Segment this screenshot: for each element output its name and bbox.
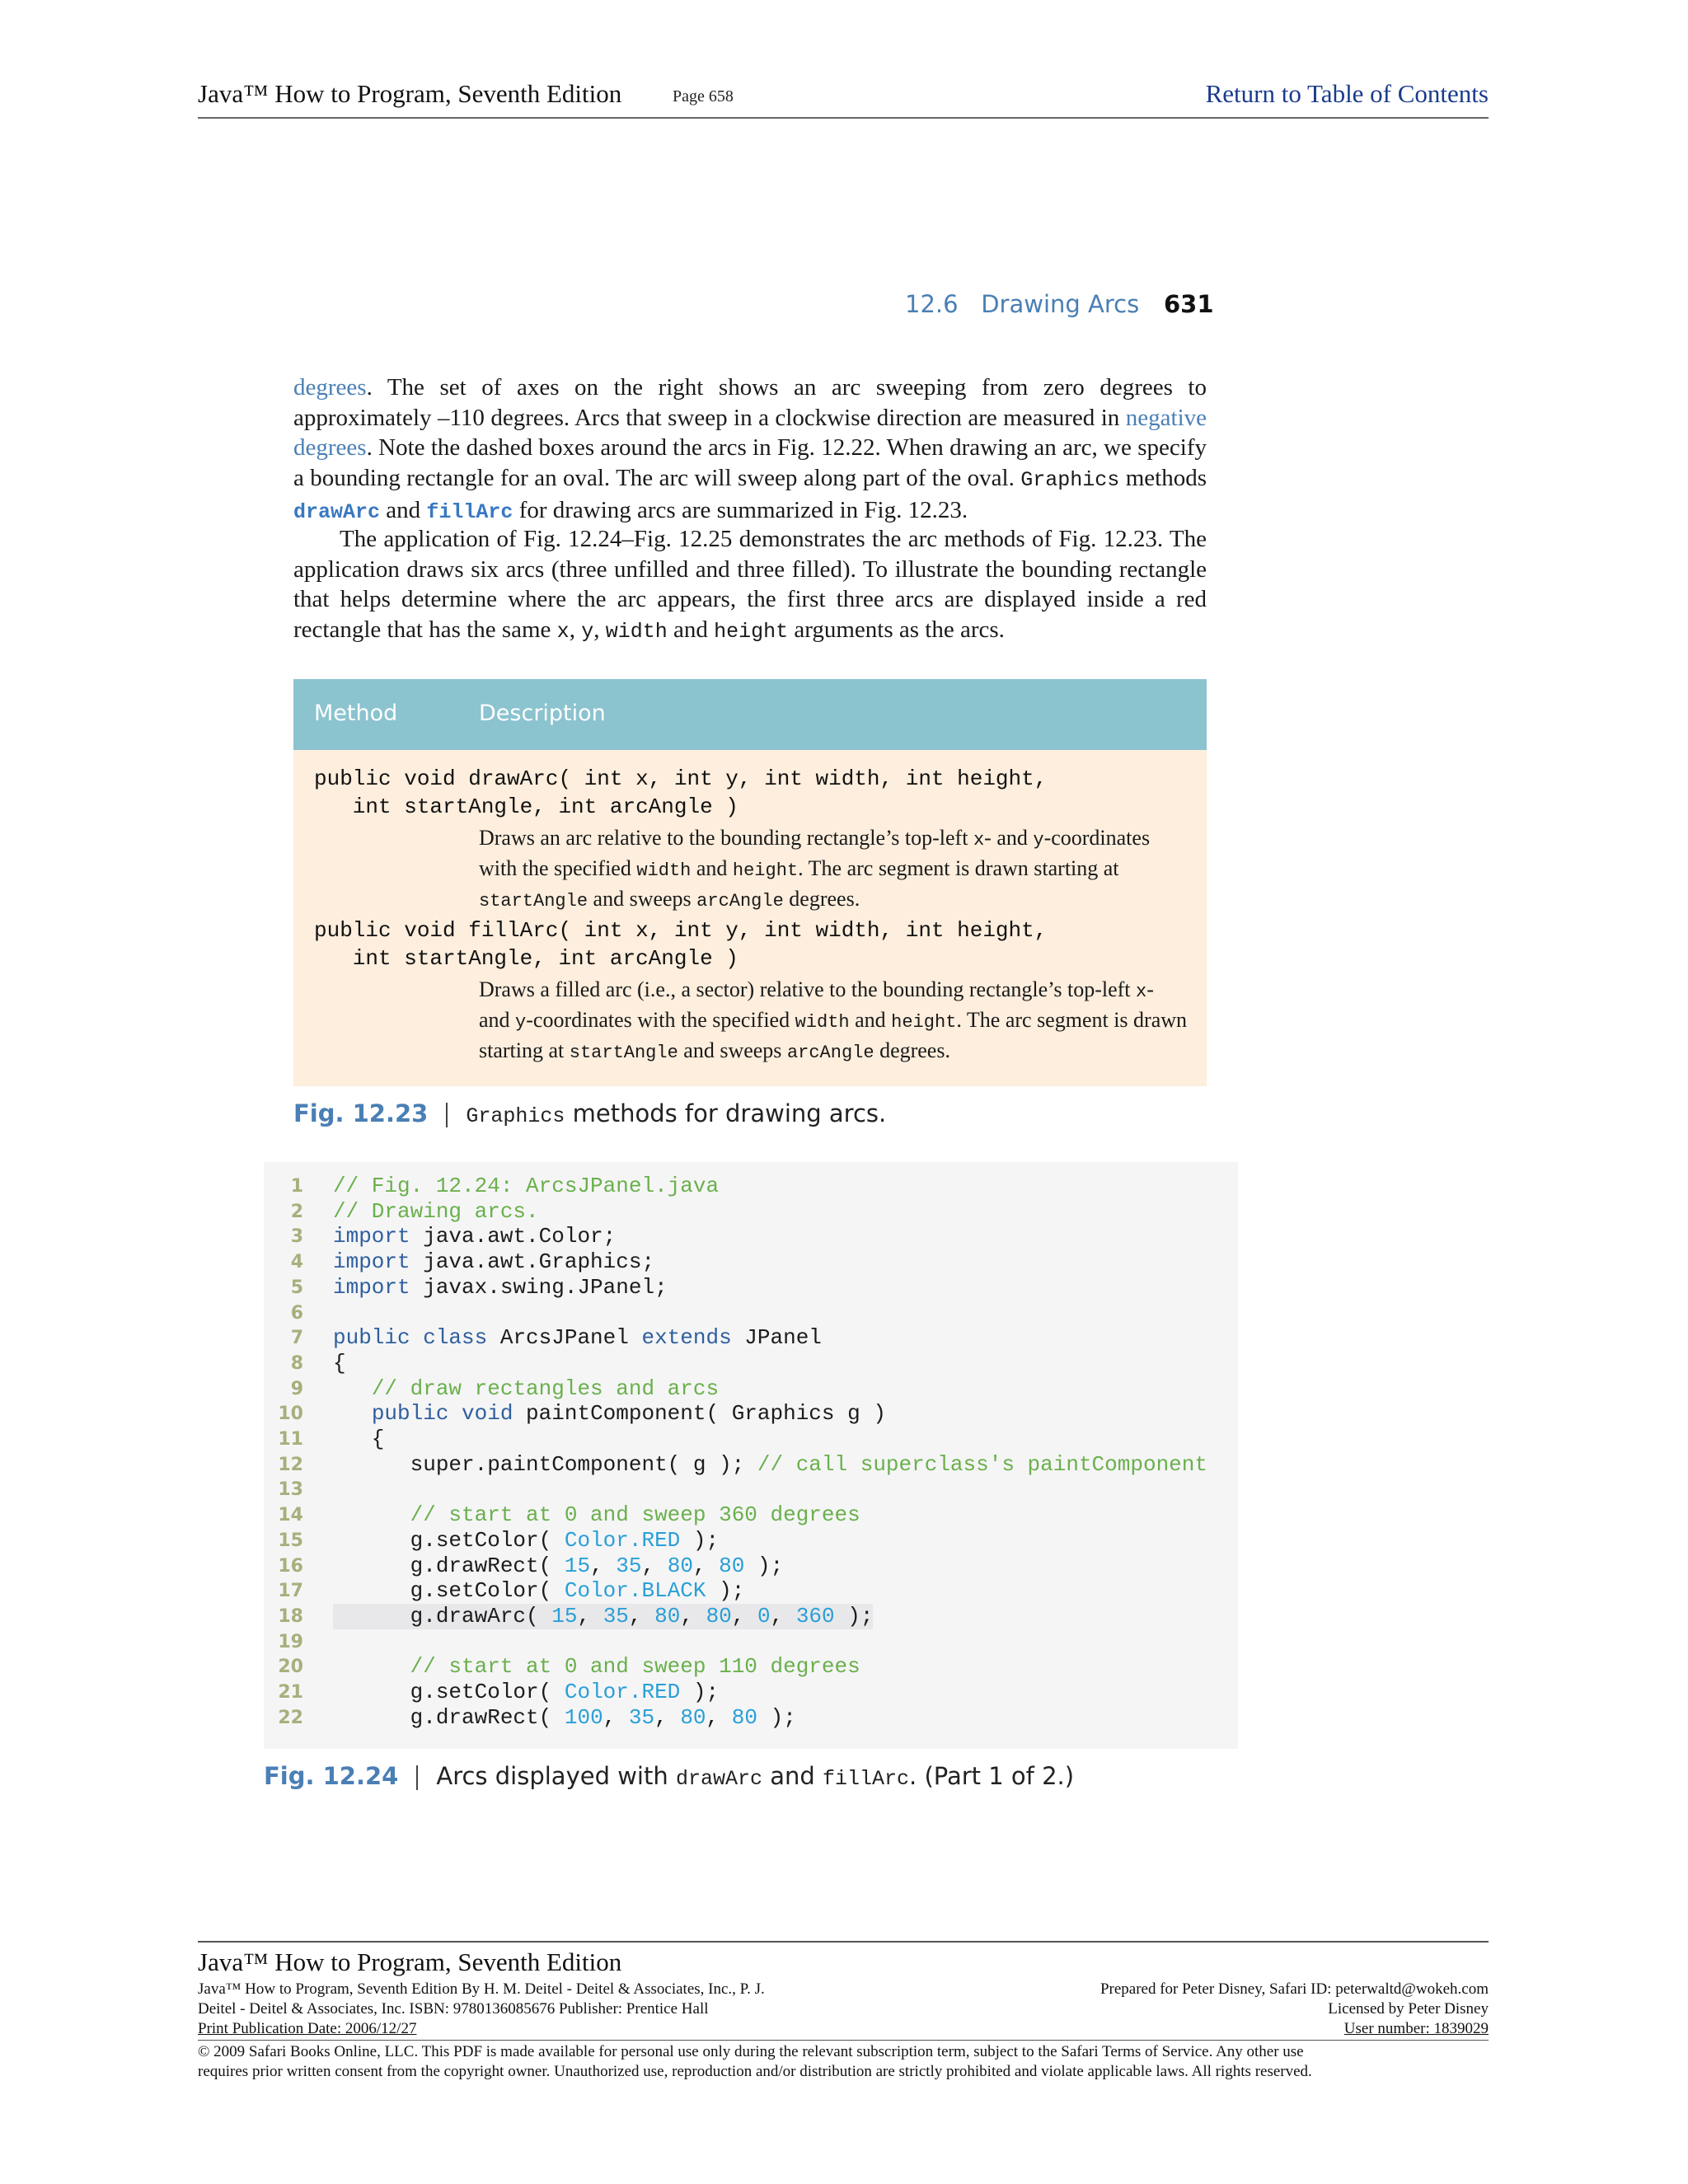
code-fillarc: fillArc	[426, 500, 513, 525]
code-token: 80	[731, 1704, 757, 1730]
text-run: and	[667, 616, 715, 643]
code-text	[333, 1174, 719, 1199]
code-token: );	[680, 1527, 720, 1553]
line-number: 7	[290, 1328, 303, 1349]
code-line	[264, 1401, 1238, 1427]
line-number: 22	[278, 1707, 303, 1728]
code-x: x	[973, 830, 985, 851]
line-number: 5	[290, 1277, 303, 1298]
body-paragraph-1	[293, 373, 1207, 528]
code-arcangle: arcAngle	[786, 1043, 874, 1063]
text-run: ,	[569, 616, 582, 643]
code-token: );	[680, 1680, 720, 1704]
code-token: paintComponent( Graphics g )	[513, 1401, 886, 1427]
text-run: degrees.	[783, 887, 860, 911]
code-token: // start at 0 and sweep 110 degrees	[410, 1654, 860, 1680]
method-description-drawarc	[479, 824, 1188, 916]
code-line	[264, 1351, 1238, 1376]
code-line	[264, 1705, 1238, 1731]
code-line	[264, 1325, 1238, 1351]
code-token: ,	[628, 1603, 655, 1629]
code-text	[333, 1604, 873, 1629]
code-token: 100	[564, 1704, 603, 1730]
code-listing	[264, 1162, 1238, 1749]
code-token: g.drawRect(	[333, 1704, 565, 1730]
text-run: Draws an arc relative to the bounding rectangle’s top-left	[479, 826, 973, 850]
code-startangle: startAngle	[479, 891, 588, 912]
text-run: methods	[1119, 464, 1207, 491]
code-token: g.drawArc(	[333, 1603, 552, 1629]
code-token: );	[744, 1553, 784, 1578]
code-y: y	[1033, 830, 1044, 851]
code-token: import	[333, 1274, 410, 1300]
term-degrees: degrees	[293, 374, 367, 401]
code-token: 15	[564, 1553, 591, 1578]
code-height: height	[714, 619, 789, 644]
code-text	[333, 1376, 719, 1402]
code-token	[333, 1376, 372, 1401]
code-line	[264, 1502, 1238, 1528]
code-token: Color.RED	[564, 1527, 681, 1553]
code-token: ,	[731, 1603, 757, 1629]
code-text	[333, 1249, 654, 1275]
text-run: -coordinates with the specified	[479, 826, 1151, 880]
code-line	[264, 1275, 1238, 1301]
footer-divider	[198, 2040, 1489, 2041]
code-token: 0	[757, 1603, 771, 1629]
column-header-description: Description	[479, 701, 606, 726]
code-text	[333, 1502, 860, 1528]
caption-separator	[446, 1103, 448, 1127]
code-graphics: Graphics	[466, 1104, 565, 1128]
book-title: Java™ How to Program, Seventh Edition	[198, 79, 622, 108]
line-number: 9	[290, 1378, 303, 1399]
text-run: and sweeps	[588, 887, 697, 911]
code-graphics: Graphics	[1020, 467, 1120, 492]
code-drawarc: drawArc	[293, 500, 381, 525]
code-token: 360	[795, 1603, 835, 1629]
code-line	[264, 1452, 1238, 1478]
code-text	[333, 1680, 719, 1705]
text-run: Arcs displayed with	[436, 1762, 676, 1790]
line-number: 8	[290, 1352, 303, 1374]
code-line	[264, 1224, 1238, 1249]
code-token: ,	[692, 1553, 720, 1578]
code-token: 80	[719, 1553, 745, 1578]
term-negative-degrees: negative degrees	[293, 404, 1207, 462]
code-token	[333, 1502, 410, 1527]
code-text	[333, 1452, 1207, 1478]
code-startangle: startAngle	[569, 1043, 678, 1063]
text-run: arguments as the arcs.	[788, 616, 1005, 643]
code-token: Color.BLACK	[564, 1578, 706, 1604]
code-text	[333, 1199, 539, 1225]
text-run: . The arc segment is drawn starting at	[479, 1008, 1188, 1062]
code-token: 80	[667, 1553, 693, 1578]
code-token: Color.RED	[564, 1680, 681, 1704]
method-table	[293, 679, 1207, 1086]
text-run: methods for drawing arcs.	[565, 1099, 887, 1127]
line-number: 16	[278, 1555, 303, 1577]
code-token: );	[834, 1603, 874, 1629]
figure-number: Fig. 12.23	[293, 1099, 429, 1127]
code-line	[264, 1477, 1238, 1502]
text-run: ,	[593, 616, 606, 643]
line-number: 13	[278, 1479, 303, 1501]
code-text	[333, 1705, 796, 1731]
return-to-toc-link[interactable]: Return to Table of Contents	[1205, 79, 1489, 108]
caption-separator	[416, 1765, 418, 1790]
page-header	[198, 76, 1489, 119]
code-token: ArcsJPanel	[487, 1325, 642, 1351]
code-width: width	[605, 619, 668, 644]
code-token: // Fig. 12.24: ArcsJPanel.java	[333, 1174, 720, 1198]
code-text	[333, 1351, 346, 1376]
text-run: and	[380, 497, 427, 524]
code-token: {	[333, 1427, 385, 1451]
footer-divider	[198, 1941, 1489, 1943]
code-line	[264, 1680, 1238, 1705]
code-token: ,	[590, 1553, 617, 1578]
code-line	[264, 1427, 1238, 1452]
figure-number: Fig. 12.24	[264, 1762, 399, 1790]
code-token: // Drawing arcs.	[333, 1198, 539, 1224]
code-line	[264, 1629, 1238, 1655]
line-number: 11	[278, 1429, 303, 1450]
table-body	[293, 750, 1207, 1086]
code-text	[333, 1275, 668, 1301]
table-header	[293, 679, 1207, 750]
code-token: ,	[654, 1704, 681, 1730]
code-token: 80	[680, 1704, 706, 1730]
code-y: y	[581, 619, 594, 644]
code-token: ,	[770, 1603, 796, 1629]
code-y: y	[515, 1012, 527, 1033]
code-fillarc: fillArc	[822, 1767, 910, 1791]
code-token: // draw rectangles and arcs	[371, 1376, 720, 1401]
code-token: extends	[641, 1325, 732, 1351]
code-line	[264, 1249, 1238, 1275]
code-x: x	[556, 619, 570, 644]
running-head-page-number: 631	[1164, 290, 1214, 318]
footer-isbn-info: Deitel - Deitel & Associates, Inc. ISBN: 9780136085676 Publisher: Prentice Hall	[198, 2000, 709, 2018]
line-number: 19	[278, 1631, 303, 1652]
code-token: public class	[333, 1325, 488, 1351]
code-line	[264, 1174, 1238, 1199]
code-token: import	[333, 1224, 410, 1249]
code-token: g.setColor(	[333, 1578, 565, 1604]
code-token: );	[757, 1704, 796, 1730]
text-run: . The arc segment is drawn starting at	[798, 856, 1119, 880]
code-token: 35	[628, 1704, 655, 1730]
code-token: 15	[551, 1603, 578, 1629]
code-text	[333, 1427, 384, 1452]
line-number: 15	[278, 1530, 303, 1551]
code-token: g.drawRect(	[333, 1553, 565, 1578]
code-line	[264, 1301, 1238, 1326]
footer-copyright-line-2: requires prior written consent from the copyright owner. Unauthorized use, reproduction and/or distribution are strictly prohibited and violate applicable laws. All rights reserved.	[198, 2063, 1312, 2080]
code-token	[333, 1654, 410, 1679]
code-line	[264, 1554, 1238, 1579]
text-run: . (Part 1 of 2.)	[909, 1762, 1075, 1790]
text-run: - and	[984, 826, 1034, 850]
method-signature-fillarc: public void fillArc( int x, int y, int width, int height, int startAngle, int arcAngle )	[314, 918, 1048, 971]
code-token: {	[333, 1350, 346, 1376]
footer-prepared-for: Prepared for Peter Disney, Safari ID: peterwaltd@wokeh.com	[1100, 1980, 1489, 1998]
method-signature-drawarc: public void drawArc( int x, int y, int width, int height, int startAngle, int arcAngle )	[314, 766, 1048, 819]
code-token: super.paintComponent( g );	[333, 1451, 757, 1477]
code-text	[333, 1224, 616, 1249]
code-line	[264, 1376, 1238, 1402]
code-token: JPanel	[731, 1325, 822, 1351]
text-run: and	[762, 1762, 823, 1790]
code-token: );	[706, 1578, 745, 1604]
code-token: ,	[641, 1553, 668, 1578]
code-token: g.setColor(	[333, 1527, 565, 1553]
text-run: The application of Fig. 12.24–Fig. 12.25 demonstrates the arc methods of Fig. 12.23. The application draws six arcs (three unfilled and three filled). To illustrate the bounding rectangle that helps determine where the arc appears, the first three arcs are displayed inside a red rectangle that has the same	[293, 526, 1207, 643]
line-number: 18	[278, 1605, 303, 1627]
footer-user-number: User number: 1839029	[1343, 2020, 1489, 2037]
code-height: height	[732, 860, 799, 881]
code-width: width	[795, 1012, 850, 1033]
code-token: ,	[680, 1603, 706, 1629]
text-run: Draws a filled arc (i.e., a sector) relative to the bounding rectangle’s top-left	[479, 977, 1137, 1001]
figure-caption-12-23	[293, 1099, 886, 1128]
text-run: for drawing arcs are summarized in Fig. 12.23.	[513, 497, 968, 524]
line-number: 20	[278, 1657, 303, 1678]
body-paragraph-2	[293, 524, 1207, 647]
code-line	[264, 1199, 1238, 1225]
line-number: 21	[278, 1682, 303, 1703]
code-drawarc: drawArc	[675, 1767, 762, 1791]
column-header-method: Method	[314, 701, 398, 726]
text-run: and	[849, 1008, 892, 1032]
footer-publication-date: Print Publication Date: 2006/12/27	[198, 2020, 417, 2037]
code-text	[333, 1325, 822, 1351]
line-number: 3	[290, 1226, 303, 1248]
code-token: 35	[616, 1553, 642, 1578]
footer-copyright-line-1: © 2009 Safari Books Online, LLC. This PDF is made available for personal use only during the relevant subscription term, subject to the Safari Terms of Service. Any other use	[198, 2043, 1304, 2060]
running-head-section: 12.6 Drawing Arcs	[905, 290, 1140, 318]
code-token: // start at 0 and sweep 360 degrees	[410, 1502, 860, 1528]
line-number: 12	[278, 1454, 303, 1475]
code-token: public void	[371, 1401, 513, 1427]
code-width: width	[636, 860, 692, 881]
code-text	[333, 1578, 744, 1604]
page-label: Page 658	[673, 87, 734, 105]
text-run: -coordinates with the specified	[526, 1008, 795, 1032]
code-token	[333, 1401, 372, 1426]
code-text	[333, 1654, 860, 1680]
text-run: . Note the dashed boxes around the arcs in Fig. 12.22. When drawing an arc, we specify a bounding rectangle for an oval. The arc will sweep along part of the oval.	[293, 434, 1207, 491]
code-token: ,	[603, 1704, 629, 1730]
line-number: 2	[290, 1201, 303, 1222]
code-height: height	[891, 1012, 957, 1033]
code-token: import	[333, 1249, 410, 1275]
code-token: g.setColor(	[333, 1680, 565, 1704]
method-description-fillarc	[479, 976, 1188, 1067]
line-number: 4	[290, 1252, 303, 1273]
code-token: javax.swing.JPanel;	[410, 1274, 668, 1300]
code-line	[264, 1528, 1238, 1554]
code-token: 80	[654, 1603, 681, 1629]
line-number: 17	[278, 1581, 303, 1602]
text-run: and sweeps	[678, 1038, 787, 1062]
footer-book-title: Java™ How to Program, Seventh Edition	[198, 1947, 622, 1976]
footer-book-info: Java™ How to Program, Seventh Edition By H. M. Deitel - Deitel & Associates, Inc., P. J.	[198, 1980, 765, 1998]
code-token: java.awt.Graphics;	[410, 1249, 655, 1275]
code-token: 35	[603, 1603, 629, 1629]
code-token: ,	[706, 1704, 732, 1730]
line-number: 10	[278, 1404, 303, 1425]
code-token: 80	[706, 1603, 732, 1629]
text-run: and	[691, 856, 733, 880]
code-text	[333, 1401, 886, 1427]
code-text	[333, 1528, 719, 1554]
code-text	[333, 1554, 783, 1579]
code-token: // call superclass's paintComponent	[757, 1451, 1207, 1477]
code-line	[264, 1654, 1238, 1680]
code-arcangle: arcAngle	[696, 891, 784, 912]
figure-caption-12-24	[264, 1762, 1074, 1791]
code-line	[264, 1604, 1238, 1629]
code-token: ,	[577, 1603, 603, 1629]
code-line	[264, 1578, 1238, 1604]
code-token: java.awt.Color;	[410, 1224, 617, 1249]
line-number: 6	[290, 1302, 303, 1324]
text-run: - and	[479, 977, 1154, 1032]
line-number: 14	[278, 1505, 303, 1526]
line-number: 1	[290, 1176, 303, 1197]
text-run: degrees.	[874, 1038, 950, 1062]
code-x: x	[1136, 982, 1147, 1002]
text-run: . The set of axes on the right shows an arc sweeping from zero degrees to approximately –110 degrees. Arcs that sweep in a clockwise direction are measured in	[293, 374, 1207, 431]
footer-licensed-by: Licensed by Peter Disney	[1328, 2000, 1489, 2018]
